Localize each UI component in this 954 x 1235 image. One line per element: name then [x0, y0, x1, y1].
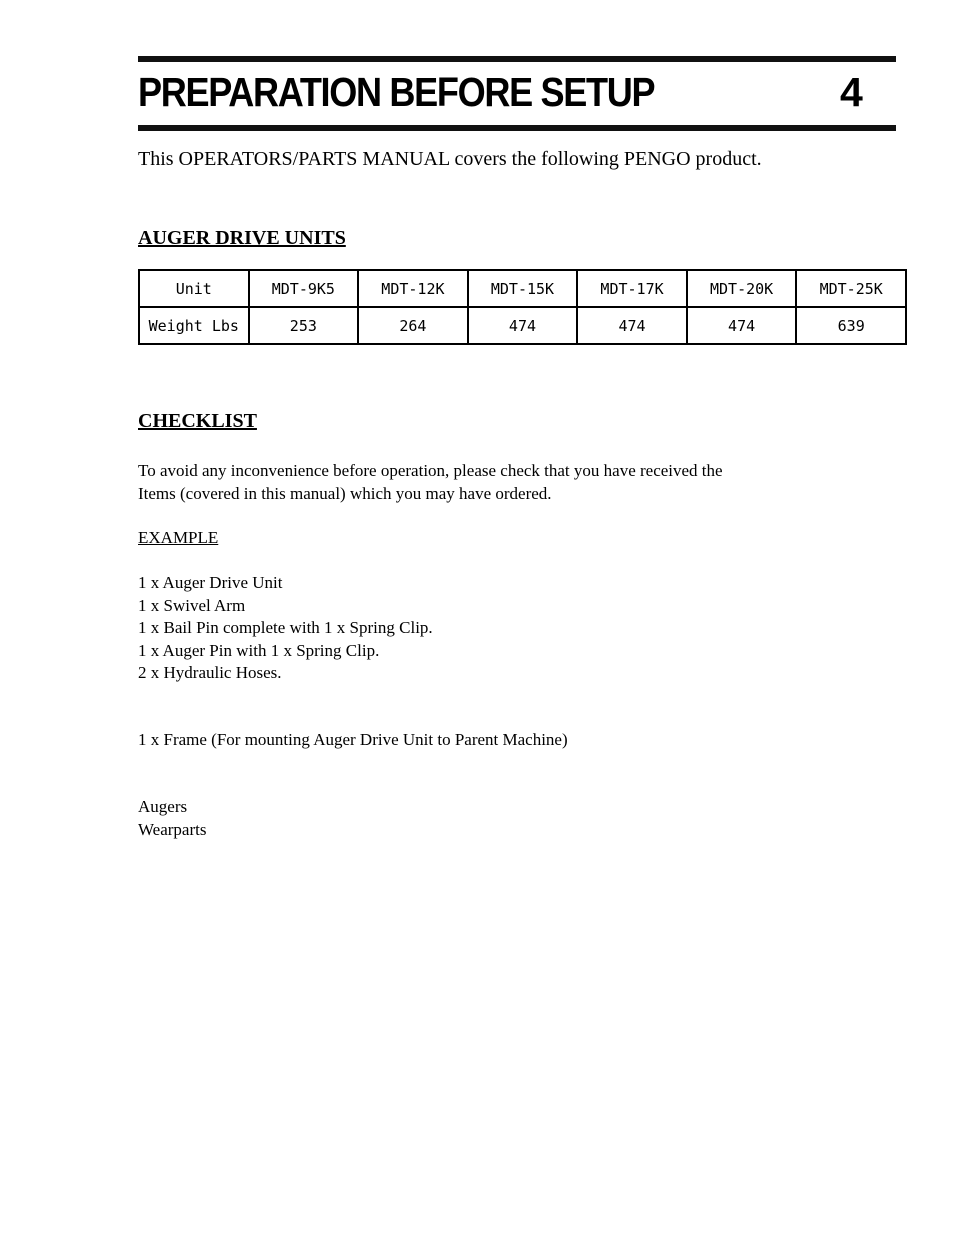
- page-number: 4: [840, 69, 863, 115]
- weight-cell: 474: [687, 307, 797, 344]
- frame-item: 1 x Frame (For mounting Auger Drive Unit to Parent Machine): [138, 730, 568, 749]
- unit-cell: MDT-9K5: [249, 270, 359, 307]
- checklist-items: [138, 572, 433, 685]
- weight-cell: 264: [358, 307, 468, 344]
- weight-cell: 639: [796, 307, 906, 344]
- weight-cell: 253: [249, 307, 359, 344]
- unit-cell: MDT-20K: [687, 270, 797, 307]
- header-top-rule: [138, 56, 896, 62]
- page-title: PREPARATION BEFORE SETUP: [138, 69, 655, 115]
- weight-cell: 474: [577, 307, 687, 344]
- paragraph-line: To avoid any inconvenience before operation, please check that you have received the: [138, 461, 723, 480]
- checklist-paragraph: [138, 460, 723, 505]
- unit-cell: MDT-12K: [358, 270, 468, 307]
- list-item: 2 x Hydraulic Hoses.: [138, 663, 282, 682]
- weight-row: [139, 307, 906, 344]
- list-item: 1 x Bail Pin complete with 1 x Spring Clip.: [138, 618, 433, 637]
- intro-text: This OPERATORS/PARTS MANUAL covers the following PENGO product.: [138, 148, 762, 170]
- example-label: EXAMPLE: [138, 528, 219, 547]
- list-item: Augers: [138, 797, 188, 816]
- list-item: 1 x Auger Drive Unit: [138, 573, 283, 592]
- list-item: Wearparts: [138, 819, 207, 839]
- checklist-heading: CHECKLIST: [138, 410, 257, 432]
- header-bottom-rule: [138, 125, 896, 131]
- unit-cell: MDT-15K: [468, 270, 578, 307]
- extras-list: [138, 796, 206, 841]
- weight-cell: 474: [468, 307, 578, 344]
- list-item: 1 x Auger Pin with 1 x Spring Clip.: [138, 640, 380, 660]
- auger-units-table: [138, 269, 907, 345]
- unit-cell: MDT-17K: [577, 270, 687, 307]
- unit-row: [139, 270, 906, 307]
- unit-row-label: Unit: [139, 270, 249, 307]
- unit-cell: MDT-25K: [796, 270, 906, 307]
- list-item: 1 x Swivel Arm: [138, 595, 246, 615]
- weight-row-label: Weight Lbs: [139, 307, 249, 344]
- paragraph-line: Items (covered in this manual) which you may have ordered.: [138, 483, 552, 503]
- auger-drive-units-heading: AUGER DRIVE UNITS: [138, 227, 346, 249]
